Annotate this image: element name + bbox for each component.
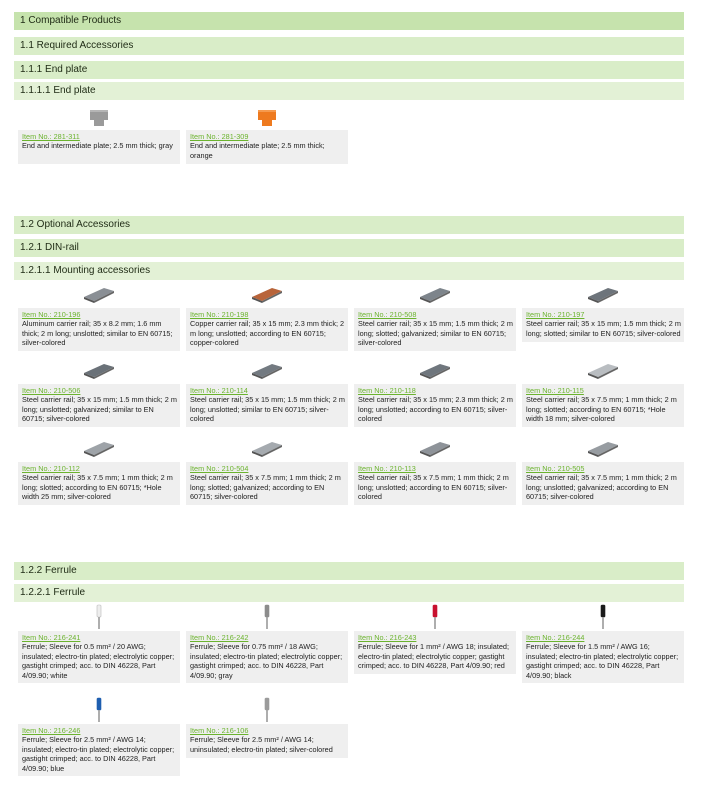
product-description: Steel carrier rail; 35 x 7.5 mm; 1 mm thick; 2 m long; slotted; according to EN 60715; *Hole width 25 mm; silver-colored — [22, 473, 173, 502]
product-info — [18, 724, 180, 776]
product-info — [18, 308, 180, 351]
product-info — [354, 384, 516, 427]
product-card-din-rail — [18, 358, 180, 427]
product-info — [522, 462, 684, 505]
item-number-link[interactable]: Item No.: 210-198 — [190, 310, 249, 319]
product-description: End and intermediate plate; 2.5 mm thick; orange — [190, 141, 325, 160]
product-info — [354, 308, 516, 351]
item-number-link[interactable]: Item No.: 216-243 — [358, 633, 417, 642]
product-card-ferrule — [354, 603, 516, 674]
product-card-ferrule — [186, 603, 348, 683]
product-description: Steel carrier rail; 35 x 15 mm; 1.5 mm thick; 2 m long; slotted; similar to EN 60715; silver-colored — [526, 319, 681, 338]
product-description: Ferrule; Sleeve for 2.5 mm² / AWG 14; insulated; electro-tin plated; electrolytic copper; gastight crimped; acc. to DIN 46228, Part 4/09.90; blue — [22, 735, 175, 773]
product-card-end-plate-gray — [18, 104, 180, 164]
product-description: Ferrule; Sleeve for 2.5 mm² / AWG 14; uninsulated; electro-tin plated; silver-colored — [190, 735, 333, 754]
product-info — [186, 631, 348, 683]
din-rail-icon — [522, 436, 684, 462]
product-info — [522, 308, 684, 342]
product-description: Steel carrier rail; 35 x 15 mm; 1.5 mm thick; 2 m long; unslotted; galvanized; similar to EN 60715; silver-colored — [22, 395, 177, 424]
product-card-din-rail — [354, 358, 516, 427]
ferrule-icon — [18, 696, 180, 724]
product-card-ferrule — [18, 603, 180, 683]
din-rail-icon — [354, 358, 516, 384]
product-description: Steel carrier rail; 35 x 7.5 mm; 1 mm thick; 2 m long; slotted; galvanized; according to EN 60715; silver-colored — [190, 473, 341, 502]
product-card-din-rail — [522, 358, 684, 427]
product-description: Ferrule; Sleeve for 1.5 mm² / AWG 16; insulated; electro-tin plated; electrolytic copper; gastight crimped; acc. to DIN 46228, Part 4/09.90; black — [526, 642, 679, 680]
product-card-din-rail — [354, 436, 516, 505]
product-description: Steel carrier rail; 35 x 7.5 mm; 1 mm thick; 2 m long; slotted; according to EN 60715; *Hole width 18 mm; silver-colored — [526, 395, 677, 424]
item-number-link[interactable]: Item No.: 210-115 — [526, 386, 584, 395]
product-description: End and intermediate plate; 2.5 mm thick; gray — [22, 141, 173, 151]
product-description: Steel carrier rail; 35 x 15 mm; 2.3 mm thick; 2 m long; unslotted; according to EN 60715; silver-colored — [358, 395, 513, 424]
subsection-header-mounting-accessories: 1.2.1.1 Mounting accessories — [14, 262, 684, 280]
product-info — [18, 462, 180, 505]
din-rail-icon — [354, 436, 516, 462]
section-header-ferrule: 1.2.2 Ferrule — [14, 562, 684, 580]
din-rail-icon — [354, 282, 516, 308]
item-number-link[interactable]: Item No.: 216-244 — [526, 633, 585, 642]
end-plate-orange-icon — [186, 104, 348, 130]
product-info — [354, 462, 516, 505]
product-description: Copper carrier rail; 35 x 15 mm; 2.3 mm thick; 2 m long; unslotted; according to EN 60715; copper-colored — [190, 319, 345, 348]
item-number-link[interactable]: Item No.: 210-197 — [526, 310, 585, 319]
product-info — [18, 130, 180, 164]
item-number-link[interactable]: Item No.: 210-112 — [22, 464, 80, 473]
product-description: Steel carrier rail; 35 x 7.5 mm; 1 mm thick; 2 m long; unslotted; galvanized; according to EN 60715; silver-colored — [526, 473, 677, 502]
item-number-link[interactable]: Item No.: 216-242 — [190, 633, 249, 642]
item-number-link[interactable]: Item No.: 281-311 — [22, 132, 80, 141]
subsection-header-end-plate: 1.1.1.1 End plate — [14, 82, 684, 100]
din-rail-icon — [186, 436, 348, 462]
section-header-compatible-products: 1 Compatible Products — [14, 12, 684, 30]
product-info — [186, 724, 348, 758]
product-card-din-rail — [18, 436, 180, 505]
section-header-required-accessories: 1.1 Required Accessories — [14, 37, 684, 55]
product-info — [18, 384, 180, 427]
product-card-din-rail — [186, 436, 348, 505]
product-card-end-plate-orange — [186, 104, 348, 164]
product-description: Steel carrier rail; 35 x 15 mm; 1.5 mm thick; 2 m long; unslotted; similar to EN 60715; silver-colored — [190, 395, 345, 424]
item-number-link[interactable]: Item No.: 210-508 — [358, 310, 417, 319]
product-info — [186, 130, 348, 164]
item-number-link[interactable]: Item No.: 210-506 — [22, 386, 81, 395]
product-info — [522, 631, 684, 683]
product-description: Aluminum carrier rail; 35 x 8.2 mm; 1.6 mm thick; 2 m long; unslotted; similar to EN 60715; silver-colored — [22, 319, 173, 348]
din-rail-icon — [522, 282, 684, 308]
subsection-header-ferrule: 1.2.2.1 Ferrule — [14, 584, 684, 602]
din-rail-icon — [18, 358, 180, 384]
din-rail-icon — [522, 358, 684, 384]
product-card-ferrule — [18, 696, 180, 776]
section-header-end-plate: 1.1.1 End plate — [14, 61, 684, 79]
din-rail-icon — [186, 282, 348, 308]
product-card-din-rail — [186, 282, 348, 351]
item-number-link[interactable]: Item No.: 210-114 — [190, 386, 248, 395]
din-rail-icon — [18, 436, 180, 462]
ferrule-icon — [522, 603, 684, 631]
product-description: Ferrule; Sleeve for 0.5 mm² / 20 AWG; insulated; electro-tin plated; electrolytic copper; gastight crimped; acc. to DIN 46228, Part 4/09.90; white — [22, 642, 175, 680]
product-description: Steel carrier rail; 35 x 15 mm; 1.5 mm thick; 2 m long; slotted; galvanized; similar to EN 60715; silver-colored — [358, 319, 513, 348]
din-rail-icon — [186, 358, 348, 384]
item-number-link[interactable]: Item No.: 210-113 — [358, 464, 416, 473]
product-card-din-rail — [522, 436, 684, 505]
product-info — [186, 308, 348, 351]
item-number-link[interactable]: Item No.: 216-106 — [190, 726, 249, 735]
end-plate-gray-icon — [18, 104, 180, 130]
product-card-din-rail — [354, 282, 516, 351]
product-card-din-rail — [18, 282, 180, 351]
ferrule-icon — [186, 603, 348, 631]
ferrule-icon — [354, 603, 516, 631]
item-number-link[interactable]: Item No.: 210-196 — [22, 310, 81, 319]
item-number-link[interactable]: Item No.: 210-505 — [526, 464, 585, 473]
item-number-link[interactable]: Item No.: 210-504 — [190, 464, 249, 473]
product-info — [186, 462, 348, 505]
section-header-optional-accessories: 1.2 Optional Accessories — [14, 216, 684, 234]
ferrule-icon — [18, 603, 180, 631]
ferrule-icon — [186, 696, 348, 724]
product-description: Ferrule; Sleeve for 1 mm² / AWG 18; insulated; electro-tin plated; electrolytic copper; gastight crimped; acc. to DIN 46228, Part 4/09.90; red — [358, 642, 509, 671]
product-description: Steel carrier rail; 35 x 7.5 mm; 1 mm thick; 2 m long; unslotted; according to EN 60715; silver-colored — [358, 473, 509, 502]
din-rail-icon — [18, 282, 180, 308]
product-description: Ferrule; Sleeve for 0.75 mm² / 18 AWG; insulated; electro-tin plated; electrolytic copper; gastight crimped; acc. to DIN 46228, Part 4/09.90; gray — [190, 642, 343, 680]
item-number-link[interactable]: Item No.: 216-241 — [22, 633, 81, 642]
item-number-link[interactable]: Item No.: 210-118 — [358, 386, 416, 395]
product-card-ferrule — [522, 603, 684, 683]
product-info — [186, 384, 348, 427]
product-info — [522, 384, 684, 427]
item-number-link[interactable]: Item No.: 281-309 — [190, 132, 249, 141]
product-card-din-rail — [186, 358, 348, 427]
product-info — [354, 631, 516, 674]
product-card-ferrule — [186, 696, 348, 758]
item-number-link[interactable]: Item No.: 216-246 — [22, 726, 81, 735]
section-header-din-rail: 1.2.1 DIN-rail — [14, 239, 684, 257]
product-card-din-rail — [522, 282, 684, 342]
product-info — [18, 631, 180, 683]
